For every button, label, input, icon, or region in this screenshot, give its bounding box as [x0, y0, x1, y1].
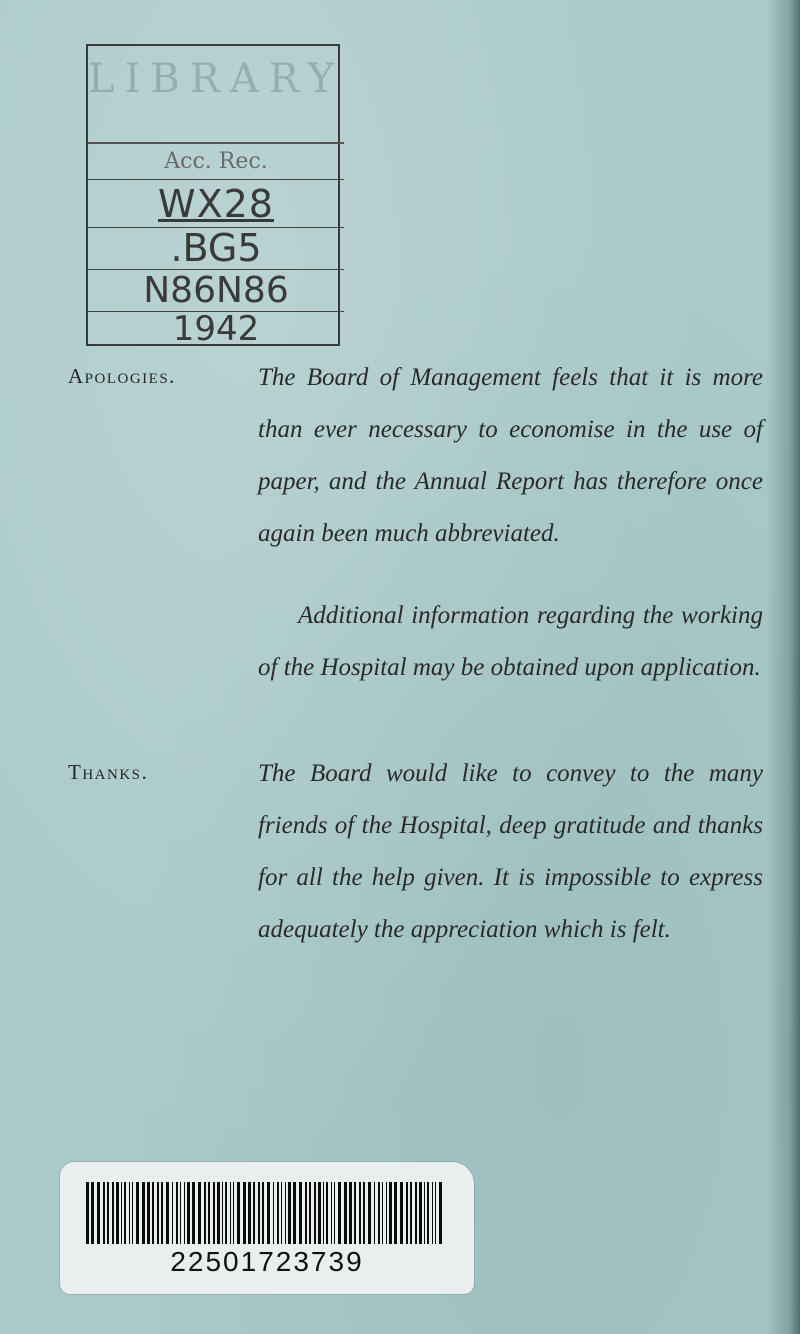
stamp-row-class: WX28	[88, 180, 344, 228]
thanks-text	[258, 748, 763, 956]
section-heading-thanks: Thanks.	[68, 760, 149, 784]
apologies-paragraph-2: Additional information regarding the working of the Hospital may be obtained upon application.	[258, 602, 763, 681]
stamp-header	[88, 46, 344, 144]
stamp-row-acc: Acc. Rec.	[88, 144, 344, 180]
barcode-bars	[80, 1182, 454, 1246]
apologies-paragraph-1: The Board of Management feels that it is more than ever necessary to economise in the use of paper, and the Annual Report has therefore once again been much abbreviated.	[258, 364, 763, 547]
barcode-number: 22501723739	[170, 1246, 364, 1277]
apologies-text	[258, 352, 763, 694]
section-heading-apologies: Apologies.	[68, 364, 176, 388]
stamp-row-mark: .BG5	[88, 228, 344, 270]
thanks-paragraph-1: The Board would like to convey to the many friends of the Hospital, deep gratitude and thanks for all the help given. It is impossible to express adequately the appreciation which is felt.	[258, 760, 763, 943]
barcode-label	[60, 1162, 474, 1294]
stamp-row-year: 1942	[172, 309, 260, 349]
stamp-row-number: N86N86	[88, 270, 344, 312]
stamp-header-faint: LIBRARY	[88, 56, 345, 102]
library-accession-stamp	[86, 44, 345, 349]
page-edge-shadow	[766, 0, 800, 1334]
